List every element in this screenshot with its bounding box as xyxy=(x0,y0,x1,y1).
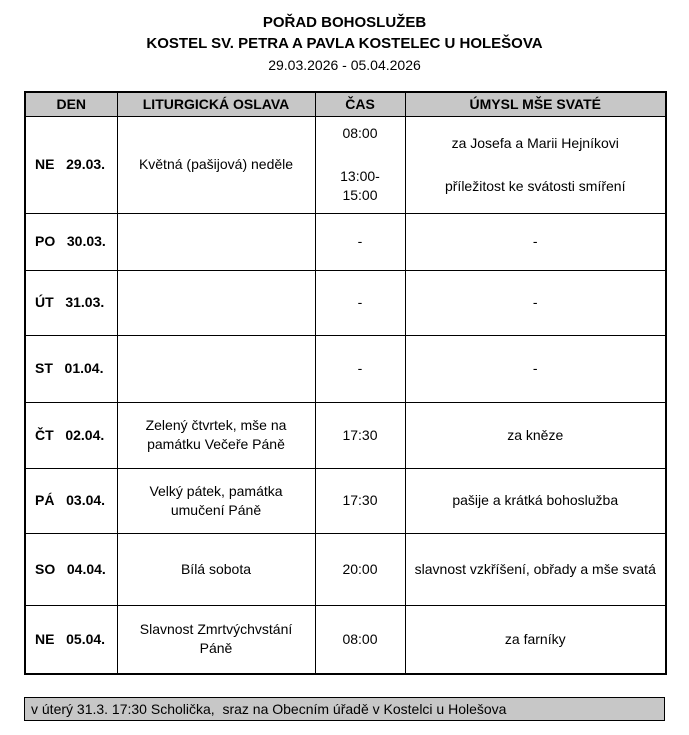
footer-note-text: v úterý 31.3. 17:30 Scholička, sraz na Obecním úřadě v Kostelci u Holešova xyxy=(31,701,507,717)
table-row xyxy=(25,533,666,605)
header-row xyxy=(25,92,666,116)
den-cell: SO 04.04. xyxy=(25,533,117,605)
cas-line: 08:00 xyxy=(342,125,378,141)
cas-line: 13:00-15:00 xyxy=(340,168,380,203)
umysl-cell: - xyxy=(405,335,666,402)
cas-cell: 17:30 xyxy=(315,468,405,533)
table-row xyxy=(25,605,666,674)
table-row xyxy=(25,335,666,402)
den-cell: PO 30.03. xyxy=(25,213,117,270)
den-cell: NE 05.04. xyxy=(25,605,117,674)
column-header-umysl: ÚMYSL MŠE SVATÉ xyxy=(405,92,666,116)
den-cell: NE 29.03. xyxy=(25,116,117,213)
footer-note-bar xyxy=(24,697,665,721)
cas-cell: - xyxy=(315,335,405,402)
cas-cell: - xyxy=(315,213,405,270)
table-row xyxy=(25,116,666,213)
table-header xyxy=(25,92,666,116)
umysl-line: příležitost ke svátosti smíření xyxy=(444,177,626,194)
schedule-table xyxy=(24,91,667,675)
table-row xyxy=(25,402,666,468)
umysl-cell: - xyxy=(405,270,666,335)
column-header-cas: ČAS xyxy=(315,92,405,116)
page-subtitle: KOSTEL SV. PETRA A PAVLA KOSTELEC U HOLEŠOVA xyxy=(146,35,543,52)
oslava-cell xyxy=(117,270,315,335)
date-range: 29.03.2026 - 05.04.2026 xyxy=(268,57,421,73)
oslava-cell: Zelený čtvrtek, mše na památku Večeře Páně xyxy=(117,402,315,468)
umysl-lines xyxy=(414,134,658,196)
den-cell: ČT 02.04. xyxy=(25,402,117,468)
umysl-cell: za farníky xyxy=(405,605,666,674)
column-header-oslava: LITURGICKÁ OSLAVA xyxy=(117,92,315,116)
cas-cell: - xyxy=(315,270,405,335)
umysl-cell: pašije a krátká bohoslužba xyxy=(405,468,666,533)
table-row xyxy=(25,468,666,533)
den-cell: ÚT 31.03. xyxy=(25,270,117,335)
umysl-cell xyxy=(405,116,666,213)
oslava-cell xyxy=(117,213,315,270)
oslava-cell: Bílá sobota xyxy=(117,533,315,605)
cas-cell: 17:30 xyxy=(315,402,405,468)
umysl-cell: slavnost vzkříšení, obřady a mše svatá xyxy=(405,533,666,605)
table-row xyxy=(25,213,666,270)
umysl-line: za Josefa a Marii Hejníkovi xyxy=(451,134,619,151)
oslava-cell: Slavnost Zmrtvýchvstání Páně xyxy=(117,605,315,674)
column-header-den: DEN xyxy=(25,92,117,116)
den-cell: PÁ 03.04. xyxy=(25,468,117,533)
oslava-cell: Květná (pašijová) neděle xyxy=(117,116,315,213)
document-header xyxy=(24,12,665,75)
cas-cell xyxy=(315,116,405,213)
oslava-cell: Velký pátek, památka umučení Páně xyxy=(117,468,315,533)
den-cell: ST 01.04. xyxy=(25,335,117,402)
cas-cell: 20:00 xyxy=(315,533,405,605)
page-title: POŘAD BOHOSLUŽEB xyxy=(262,14,427,31)
cas-cell: 08:00 xyxy=(315,605,405,674)
cas-lines xyxy=(324,124,397,205)
table-row xyxy=(25,270,666,335)
umysl-cell: za kněze xyxy=(405,402,666,468)
umysl-cell: - xyxy=(405,213,666,270)
oslava-cell xyxy=(117,335,315,402)
